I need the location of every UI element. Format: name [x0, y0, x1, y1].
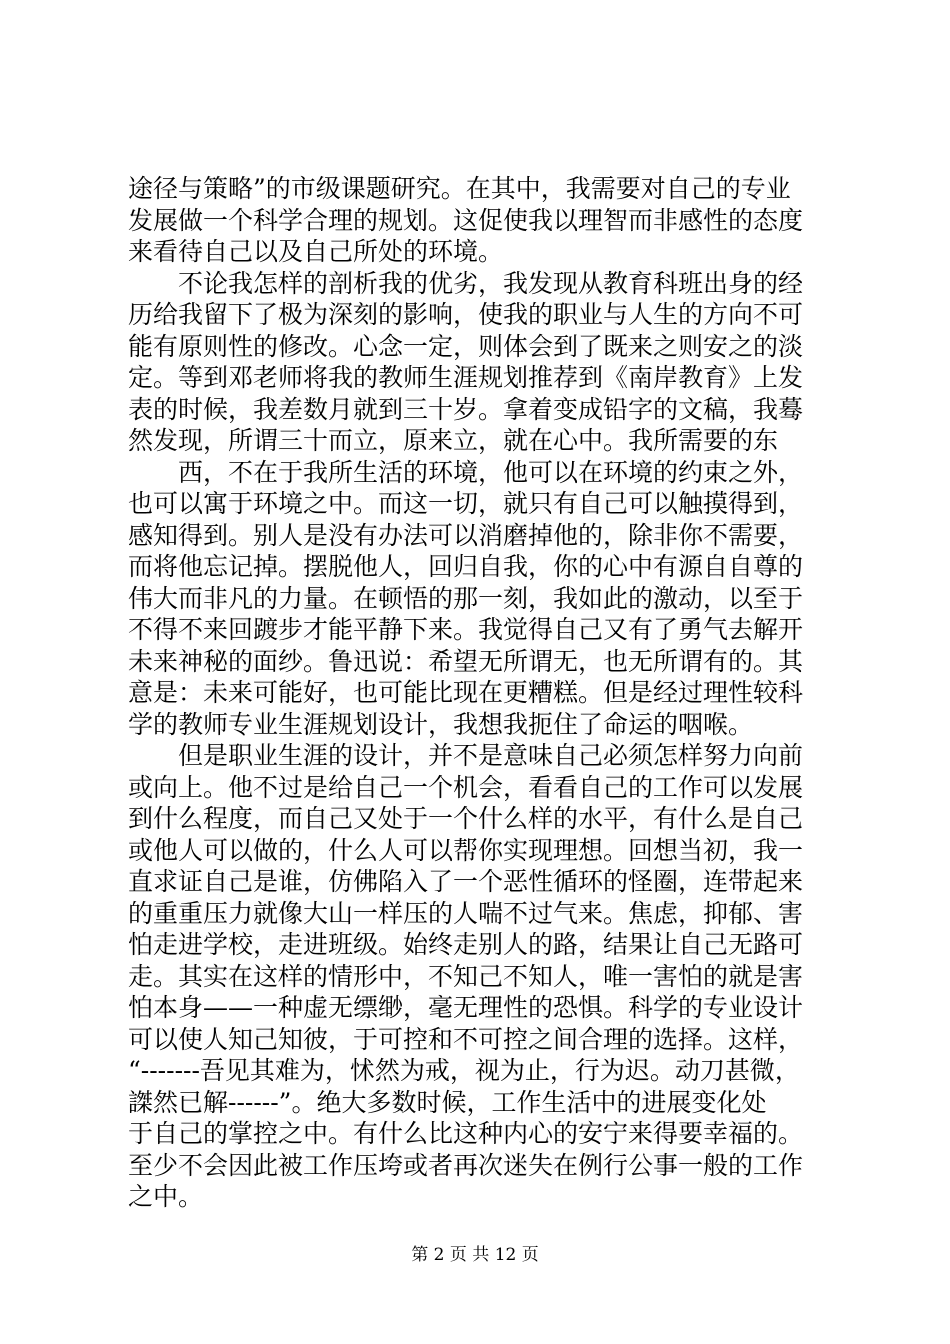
- text-line: 的重重压力就像大山一样压的人喘不过气来。焦虑，抑郁、害: [128, 898, 804, 928]
- text-line: 走。其实在这样的情形中，不知己不知人，唯一害怕的就是害: [128, 961, 804, 991]
- text-line: “-------吾见其难为，怵然为戒，视为止，行为迟。动刀甚微，: [128, 1056, 800, 1085]
- text-line: 发展做一个科学合理的规划。这促使我以理智而非感性的态度: [128, 205, 804, 235]
- text-line: 意是：未来可能好，也可能比现在更糟糕。但是经过理性较科: [128, 678, 804, 707]
- text-line: 学的教师专业生涯规划设计，我想我扼住了命运的咽喉。: [128, 709, 754, 739]
- text-line: 表的时候，我差数月就到三十岁。拿着变成铅字的文稿，我蓦: [128, 394, 804, 424]
- text-line: 伟大而非凡的力量。在顿悟的那一刻，我如此的激动，以至于: [128, 583, 804, 613]
- text-line: 或向上。他不过是给自己一个机会，看看自己的工作可以发展: [128, 772, 804, 802]
- text-line: 之中。: [128, 1182, 204, 1211]
- text-line: 怕走进学校，走进班级。始终走别人的路，结果让自己无路可: [128, 930, 804, 959]
- text-line: 定。等到邓老师将我的教师生涯规划推荐到《南岸教育》上发: [128, 363, 804, 392]
- text-line: 感知得到。别人是没有办法可以消磨掉他的，除非你不需要，: [128, 520, 804, 550]
- text-line: 于自己的掌控之中。有什么比这种内心的安宁来得要幸福的。: [128, 1119, 804, 1148]
- text-line: 直求证自己是谁，仿佛陷入了一个恶性循环的怪圈，连带起来: [128, 867, 804, 896]
- text-line: 西，不在于我所生活的环境，他可以在环境的约束之外，: [128, 457, 804, 487]
- text-line: 然发现，所谓三十而立，原来立，就在心中。我所需要的东: [128, 426, 779, 455]
- text-line: 謋然已解------”。绝大多数时候，工作生活中的进展变化处: [128, 1087, 767, 1117]
- text-line: 或他人可以做的，什么人可以帮你实现理想。回想当初，我一: [128, 835, 804, 865]
- text-line: 途径与策略”的市级课题研究。在其中，我需要对自己的专业: [128, 174, 791, 203]
- text-line: 而将他忘记掉。摆脱他人，回归自我，你的心中有源自自尊的: [128, 552, 804, 581]
- page-number-footer: 第 2 页 共 12 页: [411, 1245, 539, 1265]
- text-line: 未来神秘的面纱。鲁迅说：希望无所谓无，也无所谓有的。其: [128, 646, 804, 676]
- text-line: 能有原则性的修改。心念一定，则体会到了既来之则安之的淡: [128, 331, 804, 361]
- text-line: 历给我留下了极为深刻的影响，使我的职业与人生的方向不可: [128, 300, 804, 329]
- text-line: 不论我怎样的剖析我的优劣，我发现从教育科班出身的经: [128, 268, 804, 298]
- text-line: 怕本身——一种虚无缥缈，毫无理性的恐惧。科学的专业设计: [128, 993, 804, 1022]
- text-line: 不得不来回踱步才能平静下来。我觉得自己又有了勇气去解开: [128, 615, 804, 644]
- text-line: 但是职业生涯的设计，并不是意味自己必须怎样努力向前: [128, 741, 804, 770]
- text-line: 也可以寓于环境之中。而这一切，就只有自己可以触摸得到，: [128, 489, 804, 518]
- text-line: 来看待自己以及自己所处的环境。: [128, 237, 504, 266]
- text-line: 至少不会因此被工作压垮或者再次迷失在例行公事一般的工作: [128, 1150, 804, 1180]
- text-line: 到什么程度，而自己又处于一个什么样的水平，有什么是自己: [128, 804, 804, 833]
- text-line: 可以使人知己知彼，于可控和不可控之间合理的选择。这样，: [128, 1024, 804, 1054]
